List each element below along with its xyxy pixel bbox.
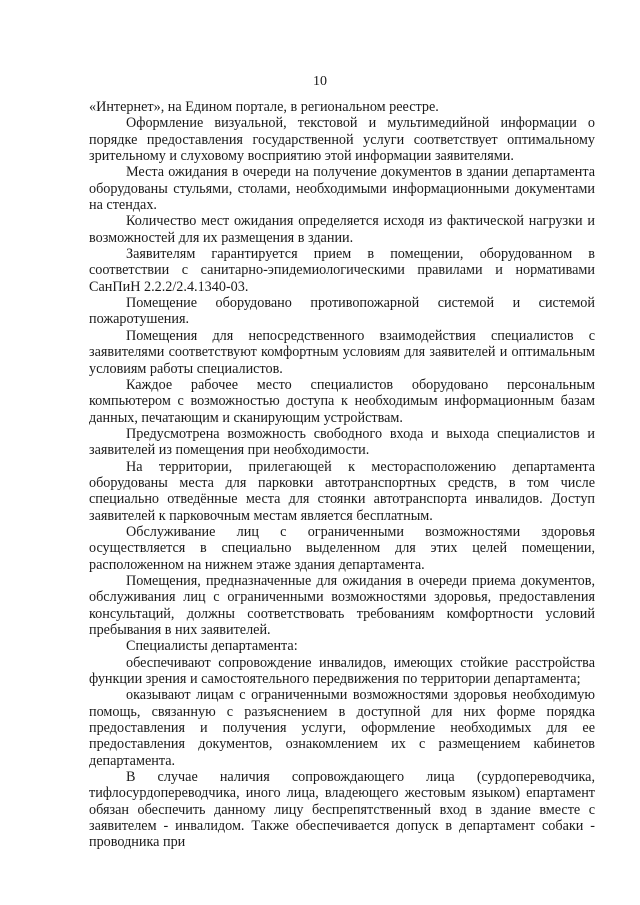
document-body: [89, 99, 595, 851]
paragraph: В случае наличия сопровождающего лица (сурдопереводчика, тифлосурдопереводчика, иного лица, владеющего жестовым языком) епартамент обязан обеспечить данному лицу беспрепятственный вход в здание вместе с заявителем - инвалидом. Также обеспечивается допуск в департамент собаки - проводника при: [89, 769, 595, 851]
paragraph: Места ожидания в очереди на получение документов в здании департамента оборудованы стульями, столами, необходимыми информационными документами на стендах.: [89, 164, 595, 214]
paragraph: Предусмотрена возможность свободного входа и выхода специалистов и заявителей из помещения при необходимости.: [89, 425, 595, 459]
paragraph: Каждое рабочее место специалистов оборудовано персональным компьютером с возможностью доступа к необходимым информационным базам данных, печатающим и сканирующим устройствам.: [89, 376, 595, 426]
paragraph: Заявителям гарантируется прием в помещении, оборудованном в соответствии с санитарно-эпидемиологическими правилами и нормативами СанПиН 2.2.2/2.4.1340-03.: [89, 246, 595, 295]
page-number: 10: [313, 74, 327, 89]
paragraph: Специалисты департамента:: [126, 638, 298, 655]
paragraph: Обслуживание лиц с ограниченными возможностями здоровья осуществляется в специально выделенном для этих целей помещении, расположенном на нижнем этаже здания департамента.: [89, 523, 595, 573]
paragraph: На территории, прилегающей к месторасположению департамента оборудованы места для парковки автотранспортных средств, в том числе специально отведённые места для стоянки автотранспорта инвалидов. Доступ заявителей к парковочным местам является бесплатным.: [89, 458, 595, 524]
list-item: обеспечивают сопровождение инвалидов, имеющих стойкие расстройства функции зрения и самостоятельного передвижения по территории департамента;: [89, 654, 595, 688]
list-item: оказывают лицам с ограниченными возможностями здоровья необходимую помощь, связанную с разъяснением в доступной для них форме порядка предоставления и получения услуги, оформление необходимых для ее предоставления документов, ознакомлением их с размещением кабинетов департамента.: [89, 687, 595, 769]
paragraph: «Интернет», на Едином портале, в региональном реестре.: [89, 99, 439, 115]
paragraph: Помещения для непосредственного взаимодействия специалистов с заявителями соответствуют комфортным условиям для заявителей и оптимальным условиям работы специалистов.: [89, 327, 595, 377]
paragraph: Количество мест ожидания определяется исходя из фактической нагрузки и возможностей для их размещения в здании.: [89, 213, 595, 246]
paragraph: Помещение оборудовано противопожарной системой и системой пожаротушения.: [89, 295, 595, 328]
paragraph: Помещения, предназначенные для ожидания в очереди приема документов, обслуживания лиц с ограниченными возможностями здоровья, предоставления консультаций, должны соответствовать требованиям комфортности условий пребывания в них заявителей.: [89, 572, 595, 638]
paragraph: Оформление визуальной, текстовой и мультимедийной информации о порядке предоставления государственной услуги соответствует оптимальному зрительному и слуховому восприятию этой информации заявителями.: [89, 115, 595, 165]
